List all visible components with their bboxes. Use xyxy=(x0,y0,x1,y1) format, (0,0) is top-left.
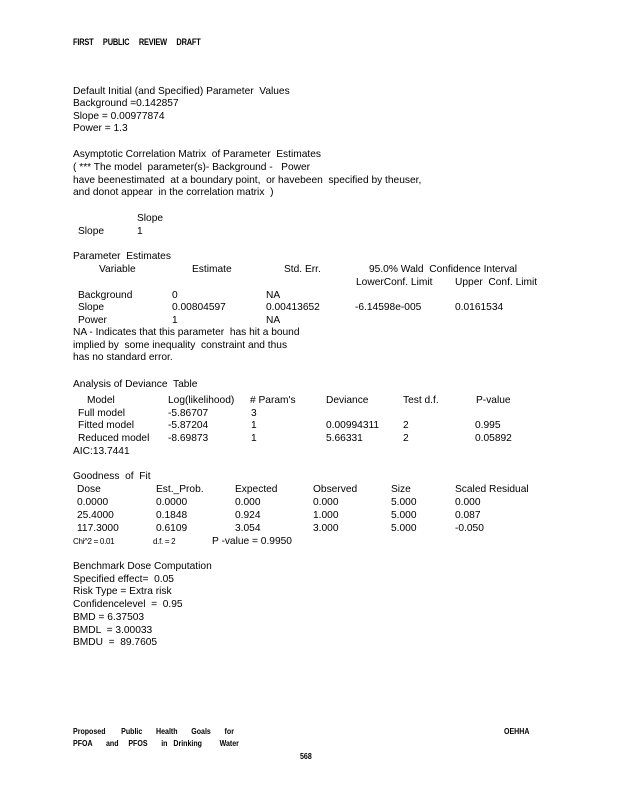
na-note-2: implied by some inequality constraint and thus xyxy=(73,340,288,351)
gof-observed: 1.000 xyxy=(313,510,339,521)
deviance-header-testdf: Test d.f. xyxy=(403,395,439,406)
gof-observed: 0.000 xyxy=(313,497,339,508)
estimate-variable: Power xyxy=(78,315,107,326)
draft-header: FIRST PUBLIC REVIEW DRAFT xyxy=(73,37,201,47)
estimate-lower-limit: -6.14598e-005 xyxy=(355,302,422,313)
estimates-header-estimate: Estimate xyxy=(192,264,232,275)
gof-header-observed: Observed xyxy=(313,484,358,495)
estimates-subheader-upper: Upper Conf. Limit xyxy=(455,277,538,288)
deviance-header-deviance: Deviance xyxy=(326,395,369,406)
gof-size: 5.000 xyxy=(391,497,417,508)
deviance-pvalue: 0.05892 xyxy=(475,433,512,444)
deviance-header-loglik: Log(likelihood) xyxy=(168,395,235,406)
initial-power: Power = 1.3 xyxy=(73,123,128,134)
gof-header-dose: Dose xyxy=(77,484,101,495)
estimate-value: 0 xyxy=(172,290,178,301)
footer-title-line-1: Proposed Public Health Goals for xyxy=(73,726,234,736)
gof-residual: 0.000 xyxy=(455,497,481,508)
deviance-header-pvalue: P-value xyxy=(476,395,511,406)
gof-residual: -0.050 xyxy=(455,523,484,534)
estimate-value: 1 xyxy=(172,315,178,326)
bmd-risk-type: Risk Type = Extra risk xyxy=(73,586,172,597)
estimates-header-variable: Variable xyxy=(99,264,136,275)
deviance-deviance: 0.00994311 xyxy=(326,420,380,431)
footer-title-line-2: PFOA and PFOS in Drinking Water xyxy=(73,738,239,748)
estimate-stderr: NA xyxy=(266,290,281,301)
gof-size: 5.000 xyxy=(391,523,417,534)
deviance-loglik: -5.86707 xyxy=(168,408,209,419)
gof-header-prob: Est._Prob. xyxy=(156,484,204,495)
gof-header-size: Size xyxy=(391,484,411,495)
initial-slope: Slope = 0.00977874 xyxy=(73,111,165,122)
na-note-1: NA - Indicates that this parameter has hit a bound xyxy=(73,327,300,338)
correlation-note-3: and donot appear in the correlation matrix ) xyxy=(73,187,274,198)
deviance-header-params: # Param's xyxy=(250,395,296,406)
estimates-header-stderr: Std. Err. xyxy=(284,264,321,275)
correlation-col-header: Slope xyxy=(137,213,164,224)
deviance-loglik: -8.69873 xyxy=(168,433,209,444)
bmd-specified-effect: Specified effect= 0.05 xyxy=(73,574,174,585)
estimates-title: Parameter Estimates xyxy=(73,251,171,262)
gof-df: d.f. = 2 xyxy=(153,537,176,546)
gof-observed: 3.000 xyxy=(313,523,339,534)
gof-expected: 0.924 xyxy=(235,510,261,521)
deviance-testdf: 2 xyxy=(403,433,409,444)
deviance-loglik: -5.87204 xyxy=(168,420,209,431)
bmdl-value: BMDL = 3.00033 xyxy=(73,625,153,636)
deviance-model: Reduced model xyxy=(78,433,150,444)
estimate-stderr: NA xyxy=(266,315,281,326)
gof-prob: 0.1848 xyxy=(156,510,188,521)
deviance-title: Analysis of Deviance Table xyxy=(73,379,198,390)
gof-header-residual: Scaled Residual xyxy=(455,484,529,495)
estimate-variable: Background xyxy=(78,290,133,301)
gof-header-expected: Expected xyxy=(235,484,278,495)
deviance-testdf: 2 xyxy=(403,420,409,431)
deviance-model: Full model xyxy=(78,408,125,419)
deviance-params: 1 xyxy=(251,433,257,444)
estimate-variable: Slope xyxy=(78,302,105,313)
correlation-note-2: have beenestimated at a boundary point, or havebeen specified by theuser, xyxy=(73,175,422,186)
initial-values-title: Default Initial (and Specified) Parameter Values xyxy=(73,86,290,97)
estimate-value: 0.00804597 xyxy=(172,302,226,313)
na-note-3: has no standard error. xyxy=(73,352,173,363)
gof-chi2: Chi^2 = 0.01 xyxy=(73,537,115,546)
correlation-row-value: 1 xyxy=(137,226,143,237)
aic-value: AIC:13.7441 xyxy=(73,446,130,457)
estimates-header-ci: 95.0% Wald Confidence Interval xyxy=(369,264,517,275)
deviance-model: Fitted model xyxy=(78,420,135,431)
page-number: 568 xyxy=(300,751,312,761)
gof-dose: 25.4000 xyxy=(77,510,114,521)
deviance-header-model: Model xyxy=(87,395,115,406)
correlation-note-1: ( *** The model parameter(s)- Background - Power xyxy=(73,162,311,173)
gof-expected: 3.054 xyxy=(235,523,261,534)
deviance-deviance: 5.66331 xyxy=(326,433,363,444)
deviance-params: 3 xyxy=(251,408,257,419)
gof-size: 5.000 xyxy=(391,510,417,521)
gof-prob: 0.6109 xyxy=(156,523,188,534)
bmdu-value: BMDU = 89.7605 xyxy=(73,637,158,648)
deviance-pvalue: 0.995 xyxy=(475,420,501,431)
correlation-title: Asymptotic Correlation Matrix of Parameter Estimates xyxy=(73,149,321,160)
footer-agency: OEHHA xyxy=(504,726,530,736)
gof-dose: 0.0000 xyxy=(77,497,109,508)
correlation-row-label: Slope xyxy=(78,226,105,237)
gof-title: Goodness of Fit xyxy=(73,471,151,482)
initial-background: Background =0.142857 xyxy=(73,98,179,109)
gof-prob: 0.0000 xyxy=(156,497,188,508)
estimates-subheader-lower: LowerConf. Limit xyxy=(356,277,433,288)
gof-expected: 0.000 xyxy=(235,497,261,508)
gof-dose: 117.3000 xyxy=(77,523,119,534)
bmd-confidence-level: Confidencelevel = 0.95 xyxy=(73,599,183,610)
gof-pvalue: P -value = 0.9950 xyxy=(212,536,292,547)
bmd-value: BMD = 6.37503 xyxy=(73,612,145,623)
estimate-stderr: 0.00413652 xyxy=(266,302,320,313)
deviance-params: 1 xyxy=(251,420,257,431)
bmd-title: Benchmark Dose Computation xyxy=(73,561,212,572)
gof-residual: 0.087 xyxy=(455,510,481,521)
estimate-upper-limit: 0.0161534 xyxy=(455,302,504,313)
